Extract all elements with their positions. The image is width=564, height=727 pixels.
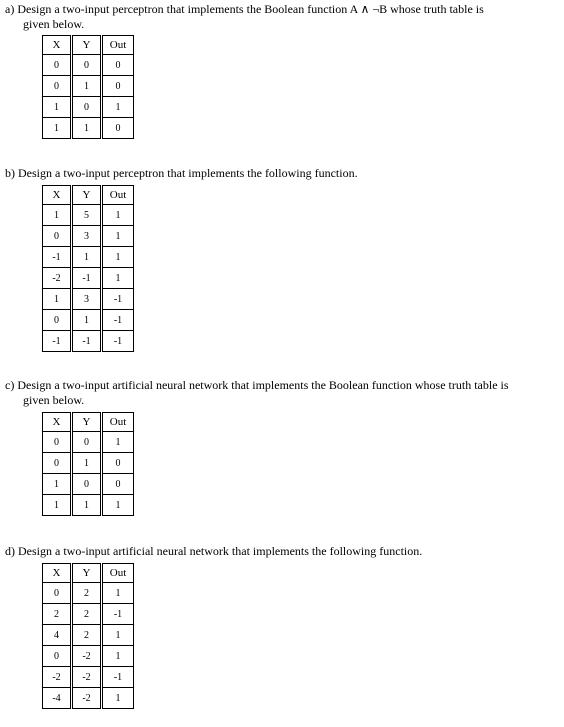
table-row [43, 453, 134, 474]
table-row [43, 118, 134, 139]
table-row [43, 625, 134, 646]
cell-out: 1 [102, 268, 134, 289]
question-label: c) [5, 378, 15, 392]
question-b [5, 166, 557, 181]
table-row [43, 583, 134, 604]
cell-x: -2 [43, 667, 72, 688]
cell-y: 0 [72, 55, 102, 76]
cell-x: 0 [43, 583, 72, 604]
cell-x: 0 [43, 432, 72, 453]
header-out: Out [102, 186, 134, 205]
header-x: X [43, 413, 72, 432]
header-x: X [43, 186, 72, 205]
question-text: Design a two-input perceptron that implements the following function. [18, 166, 358, 180]
table-row [43, 289, 134, 310]
table-row [43, 97, 134, 118]
cell-out: 1 [102, 495, 134, 516]
cell-y: 0 [72, 97, 102, 118]
cell-out: 1 [102, 583, 134, 604]
truth-table-a [42, 35, 134, 139]
cell-out: 0 [102, 118, 134, 139]
cell-out: 0 [102, 76, 134, 97]
question-text: Design a two-input artificial neural network that implements the following function. [18, 544, 423, 558]
cell-x: 1 [43, 474, 72, 495]
table-row [43, 268, 134, 289]
cell-x: 0 [43, 76, 72, 97]
header-x: X [43, 564, 72, 583]
question-text-continued: given below. [23, 17, 85, 31]
cell-out: -1 [102, 604, 134, 625]
cell-out: -1 [102, 310, 134, 331]
table-header-row [43, 186, 134, 205]
cell-x: 1 [43, 495, 72, 516]
cell-x: 2 [43, 604, 72, 625]
cell-y: 1 [72, 310, 102, 331]
cell-out: 1 [102, 646, 134, 667]
cell-out: 1 [102, 432, 134, 453]
cell-x: -2 [43, 268, 72, 289]
table-row [43, 667, 134, 688]
header-out: Out [102, 564, 134, 583]
cell-x: 0 [43, 310, 72, 331]
cell-y: 1 [72, 453, 102, 474]
cell-x: 0 [43, 55, 72, 76]
cell-out: 1 [102, 97, 134, 118]
cell-x: -4 [43, 688, 72, 709]
table-row [43, 495, 134, 516]
cell-out: 1 [102, 247, 134, 268]
cell-x: -1 [43, 331, 72, 352]
cell-y: 1 [72, 495, 102, 516]
cell-y: 3 [72, 226, 102, 247]
table-row [43, 226, 134, 247]
header-out: Out [102, 413, 134, 432]
truth-table-c [42, 412, 134, 516]
table-row [43, 604, 134, 625]
cell-out: 0 [102, 453, 134, 474]
header-out: Out [102, 36, 134, 55]
table-row [43, 76, 134, 97]
cell-out: 1 [102, 625, 134, 646]
question-label: a) [5, 2, 15, 16]
table-row [43, 331, 134, 352]
cell-x: 1 [43, 205, 72, 226]
table-row [43, 646, 134, 667]
table-row [43, 432, 134, 453]
cell-y: 2 [72, 583, 102, 604]
table-row [43, 205, 134, 226]
cell-y: -1 [72, 331, 102, 352]
table-row [43, 474, 134, 495]
cell-out: 1 [102, 205, 134, 226]
cell-y: 2 [72, 625, 102, 646]
question-text: Design a two-input perceptron that implements the Boolean function A ∧ ¬B whose truth table is [17, 2, 484, 16]
cell-y: -2 [72, 646, 102, 667]
cell-out: -1 [102, 667, 134, 688]
truth-table-d [42, 563, 134, 709]
cell-out: 0 [102, 474, 134, 495]
question-text-continued: given below. [23, 393, 85, 407]
cell-y: 5 [72, 205, 102, 226]
cell-x: 0 [43, 226, 72, 247]
cell-x: 0 [43, 646, 72, 667]
truth-table-b [42, 185, 134, 352]
table-row [43, 247, 134, 268]
cell-x: -1 [43, 247, 72, 268]
cell-y: -1 [72, 268, 102, 289]
cell-y: -2 [72, 688, 102, 709]
table-row [43, 55, 134, 76]
header-y: Y [72, 186, 102, 205]
cell-x: 0 [43, 453, 72, 474]
cell-y: 3 [72, 289, 102, 310]
cell-y: 0 [72, 474, 102, 495]
cell-x: 1 [43, 289, 72, 310]
question-c [5, 378, 557, 408]
cell-y: 1 [72, 118, 102, 139]
question-label: d) [5, 544, 15, 558]
table-row [43, 310, 134, 331]
cell-x: 1 [43, 118, 72, 139]
header-y: Y [72, 564, 102, 583]
question-label: b) [5, 166, 15, 180]
question-text: Design a two-input artificial neural network that implements the Boolean function whose truth table is [17, 378, 509, 392]
cell-y: 1 [72, 76, 102, 97]
question-a [5, 2, 557, 32]
header-x: X [43, 36, 72, 55]
table-header-row [43, 564, 134, 583]
cell-x: 1 [43, 97, 72, 118]
cell-out: 0 [102, 55, 134, 76]
cell-out: 1 [102, 688, 134, 709]
cell-out: -1 [102, 331, 134, 352]
cell-out: -1 [102, 289, 134, 310]
cell-y: 2 [72, 604, 102, 625]
cell-y: 0 [72, 432, 102, 453]
cell-y: -2 [72, 667, 102, 688]
cell-y: 1 [72, 247, 102, 268]
cell-out: 1 [102, 226, 134, 247]
cell-x: 4 [43, 625, 72, 646]
header-y: Y [72, 413, 102, 432]
question-d [5, 544, 557, 559]
header-y: Y [72, 36, 102, 55]
table-row [43, 688, 134, 709]
table-header-row [43, 413, 134, 432]
table-header-row [43, 36, 134, 55]
